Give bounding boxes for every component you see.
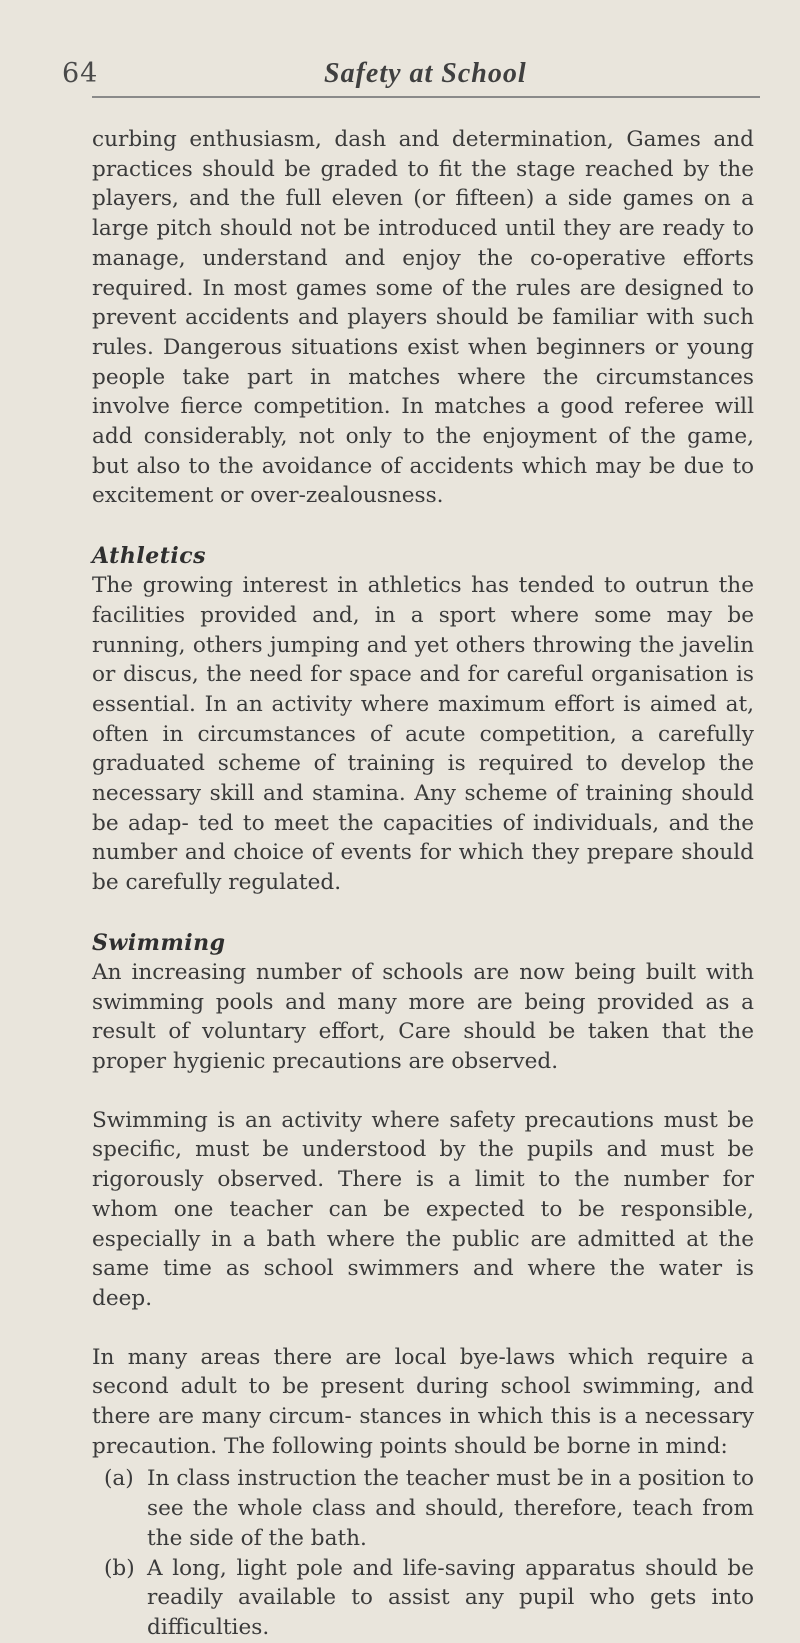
running-header [62, 0, 760, 98]
safety-points-list [92, 1464, 754, 1642]
swimming-heading: Swimming [92, 929, 226, 956]
list-marker: (b) [104, 1555, 135, 1581]
list-marker: (a) [104, 1466, 134, 1492]
list-item [92, 1554, 754, 1643]
athletics-heading: Athletics [92, 543, 206, 570]
list-item-text: In class instruction the teacher must be in a position to see the whole class and should, therefore, teach from the side of the bath. [147, 1466, 754, 1551]
list-item-text: A long, light pole and life-saving apparatus should be readily available to assist any pupil who gets into difficulties. [147, 1555, 754, 1640]
swimming-paragraph-3: In many areas there are local bye-laws which require a second adult to be present during school swimming, and there are many circum- stances in which this is a necessary precaution. The following points should be borne in mind: [92, 1344, 754, 1459]
list-item [92, 1464, 754, 1553]
swimming-paragraph-2: Swimming is an activity where safety precautions must be specific, must be understood by the pupils and must be rigorously observed. There is a limit to the number for whom one teacher can be expected to be responsible, especially in a bath where the public are admitted at the same time as school swimmers and where the water is deep. [92, 1107, 754, 1311]
page-number: 64 [62, 58, 99, 89]
swimming-paragraph-1: An increasing number of schools are now being built with swimming pools and many more are being provided as a result of voluntary effort, Care should be taken that the proper hygienic precautions are observed. [92, 959, 754, 1074]
intro-paragraph: curbing enthusiasm, dash and determination, Games and practices should be graded to fit the stage reached by the players, and the full eleven (or fifteen) a side games on a large pitch should not be introduced until they are ready to manage, understand and enjoy the co-operative efforts required. In most games some of the rules are designed to prevent accidents and players should be familiar with such rules. Dangerous situations exist when beginners or young people take part in matches where the circumstances involve fierce competition. In matches a good referee will add considerably, not only to the enjoyment of the game, but also to the avoidance of accidents which may be due to excitement or over-zealousness. [92, 127, 754, 509]
running-title: Safety at School [324, 58, 527, 89]
athletics-paragraph: The growing interest in athletics has tended to outrun the facilities provided and, in a sport where some may be running, others jumping and yet others throwing the javelin or discus, the need for space and for careful organisation is essential. In an activity where maximum effort is aimed at, often in circumstances of acute competition, a carefully graduated scheme of training is required to develop the necessary skill and stamina. Any scheme of training should be adap- ted to meet the capacities of individuals, and the number and choice of events for which they prepare should be carefully regulated. [92, 573, 754, 896]
